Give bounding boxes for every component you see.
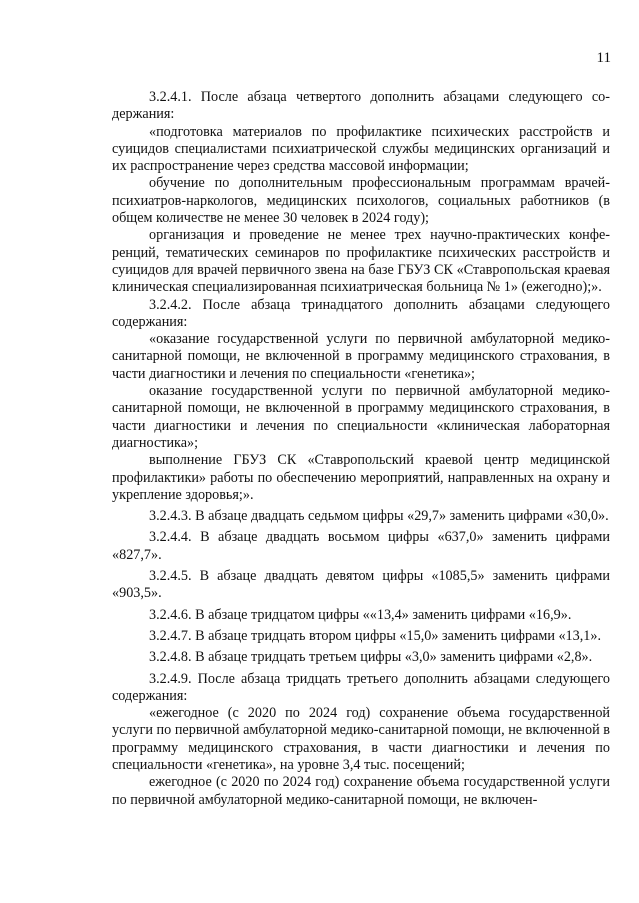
paragraph-conferences: организация и проведение не менее трех научно-практических конференций, тематических семинаров по профилактике психических расстройств и суицидов для врачей первичного звена на базе ГБУЗ СК «Ставропольская краевая клиническая специализированная психиатрическая больница № 1» (ежегодно);». [112,227,610,296]
paragraph-3-2-4-1: 3.2.4.1. После абзаца четвертого дополнить абзацами следующего содержания: [112,89,610,123]
page-number: 11 [596,50,611,66]
paragraph-3-2-4-3: 3.2.4.3. В абзаце двадцать седьмом цифры «29,7» заменить цифрами «30,0». [149,508,609,525]
paragraph-3-2-4-6: 3.2.4.6. В абзаце тридцатом цифры ««13,4» заменить цифрами «16,9». [149,606,572,623]
document-body [112,89,610,809]
paragraph-continued-service-volume: ежегодное (с 2020 по 2024 год) сохранение объема государственной услуги по первичной амбулаторной медико-санитарной помощи, не включен- [112,774,610,808]
paragraph-lab-diagnostics-service: оказание государственной услуги по первичной амбулаторной медико-санитарной помощи, не включенной в программу медицинского страхования, в части диагностики и лечения по специальности «клиническая лабораторная диагностика»; [112,383,610,451]
paragraph-quote-genetics-service: «оказание государственной услуги по первичной амбулаторной медико-санитарной помощи, не включенной в программу медицинского страхования, в части диагностики и лечения по специальности «генетика»; [112,331,610,382]
paragraph-3-2-4-2: 3.2.4.2. После абзаца тринадцатого дополнить абзацами следующего содержания: [112,296,610,330]
paragraph-quote-genetics-visits: «ежегодное (с 2020 по 2024 год) сохранение объема государственной услуги по первичной амбулаторной медико-санитарной помощи, не включенной в программу медицинского страхования, в части диагностики и лечения по специальности «генетика», на уровне 3,4 тыс. посещений; [112,705,610,773]
paragraph-prevention-center-work: выполнение ГБУЗ СК «Ставропольский краевой центр медицинской профилактики» работы по обеспечению мероприятий, направленных на охрану и укрепление здоровья;». [112,452,610,503]
paragraph-3-2-4-5: 3.2.4.5. В абзаце двадцать девятом цифры «1085,5» заменить цифрами «903,5». [112,568,610,602]
paragraph-3-2-4-9: 3.2.4.9. После абзаца тридцать третьего дополнить абзацами следующего содержания: [112,670,610,704]
paragraph-training-programs: обучение по дополнительным профессиональным программам врачей-психиатров-наркологов, медицинских психологов, социальных работников (в общем количестве не менее 30 человек в 2024 году); [112,175,610,227]
paragraph-3-2-4-8: 3.2.4.8. В абзаце тридцать третьем цифры «3,0» заменить цифрами «2,8». [149,649,593,666]
paragraph-3-2-4-4: 3.2.4.4. В абзаце двадцать восьмом цифры «637,0» заменить цифрами «827,7». [112,529,610,563]
paragraph-quote-prevention-materials: «подготовка материалов по профилактике психических расстройств и суицидов специалистами психиатрической службы медицинских организаций и их распространение через средства массовой информации; [112,123,610,175]
paragraph-3-2-4-7: 3.2.4.7. В абзаце тридцать втором цифры «15,0» заменить цифрами «13,1». [149,627,602,644]
